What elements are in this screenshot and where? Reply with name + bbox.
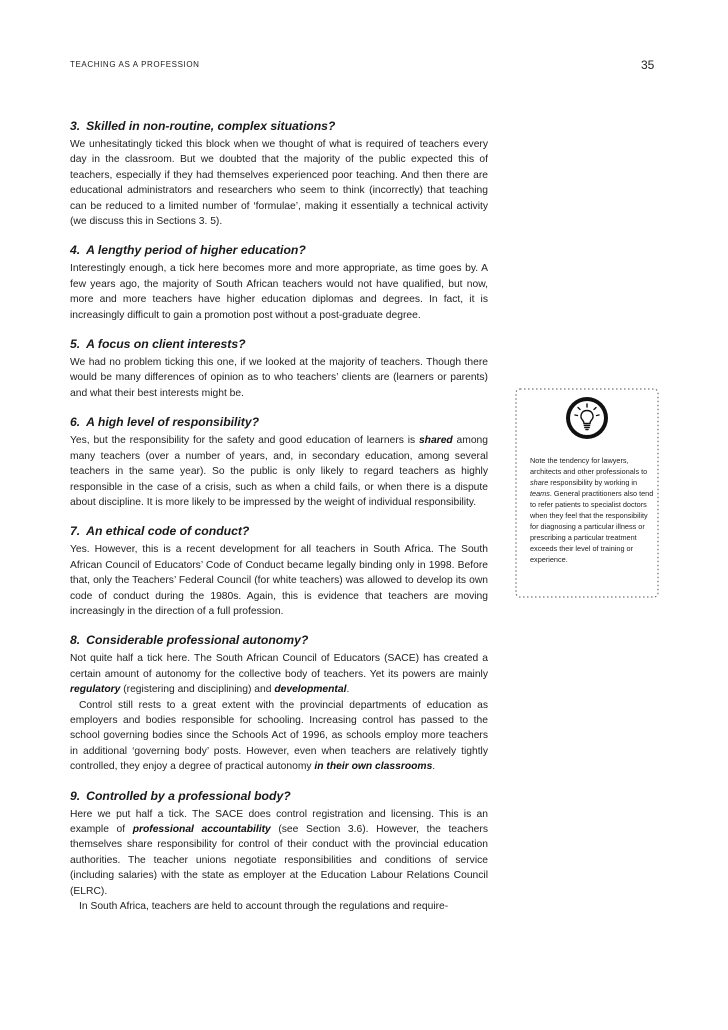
- page-number: 35: [641, 58, 655, 72]
- margin-note: [515, 388, 659, 598]
- main-column: [70, 118, 488, 927]
- section-heading: 5. A focus on client interests?: [70, 337, 246, 352]
- section-paragraph: Here we put half a tick. The SACE does control registration and licensing. This is an example of professional accountability (see Section 3.6). However, the teachers themselves share responsibility for control of their conduct with the provincial education authorities. The teacher unions negotiate responsibilities and conditions of service (including salaries) with the state as employer at the Education Labour Relations Council (ELRC).: [70, 808, 488, 897]
- section-heading: 6. A high level of responsibility?: [70, 415, 260, 430]
- section-paragraph: Not quite half a tick here. The South African Council of Educators (SACE) has created a certain amount of autonomy for the collective body of teachers. Yet its powers are mainly regulatory (registering and disciplining) and developmental.: [70, 653, 488, 696]
- section-4: [70, 242, 488, 323]
- section-paragraph: Yes, but the responsibility for the safety and good education of learners is shared among many teachers (over a number of years, and, in secondary education, among several teachers in the same year). So the public is only likely to regard teachers as highly responsible in the case of a crisis, such as when a child fails, or when there is a dispute about discipline. It is more likely to be impressed by the weight of individual responsibility.: [70, 435, 488, 508]
- margin-note-text: Note the tendency for lawyers, architects and other professionals to share responsibility by working in teams. General practitioners also tend to refer patients to specialist doctors when they feel that the responsibility for diagnosing a particular illness or prescribing a particular treatment exceeds their level of training or experience.: [530, 456, 654, 564]
- section-paragraph: Interestingly enough, a tick here becomes more and more appropriate, as time goes by. A few years ago, the majority of South African teachers would not have qualified, but now, more and more teachers have higher education diplomas and degrees. In fact, it is increasingly difficult to gain a promotion post without a post-graduate degree.: [70, 263, 488, 321]
- section-paragraph: We unhesitatingly ticked this block when we thought of what is required of teachers every day in the classroom. But we doubted that the majority of the public expected this of teachers, especially if they had themselves experienced poor teaching. And then there are educational administrators and researchers who seem to think (incorrectly) that teaching can be reduced to a limited number of ‘formulae’, making it essentially a technical activity (we discuss this in Sections 3. 5).: [70, 139, 488, 228]
- section-5: [70, 336, 488, 401]
- section-6: [70, 414, 488, 510]
- section-heading: 8. Considerable professional autonomy?: [70, 633, 309, 648]
- section-heading: 7. An ethical code of conduct?: [70, 524, 250, 539]
- section-paragraph: Control still rests to a great extent with the provincial departments of education as employers and bodies responsible for schooling. Increasing control has passed to the school governing bodies since the Schools Act of 1996, as schools employ more teachers in additional ‘governing body’ posts. However, even when teachers are relatively tightly controlled, they enjoy a degree of practical autonomy in their own classrooms.: [70, 699, 488, 773]
- section-paragraph: Yes. However, this is a recent development for all teachers in South Africa. The South African Council of Educators’ Code of Conduct became legally binding only in 1998. Before that, only the Teachers’ Federal Council (for white teachers) was allowed to develop its own code of conduct during the 1980s. Again, this is evidence that teachers are moving increasingly in the direction of a full profession.: [70, 544, 488, 617]
- section-heading: 4. A lengthy period of higher education?: [70, 243, 306, 258]
- section-paragraph: In South Africa, teachers are held to account through the regulations and require-: [79, 901, 449, 913]
- section-3: [70, 118, 488, 229]
- section-heading: 3. Skilled in non-routine, complex situations?: [70, 119, 336, 133]
- section-7: [70, 523, 488, 619]
- section-9: [70, 788, 488, 915]
- section-8: [70, 632, 488, 774]
- section-paragraph: We had no problem ticking this one, if we looked at the majority of teachers. Though there would be many differences of opinion as to who teachers’ clients are (learners or parents) and what their best interests might be.: [70, 357, 488, 399]
- section-heading: 9. Controlled by a professional body?: [70, 788, 291, 803]
- running-head: TEACHING AS A PROFESSION: [70, 60, 200, 69]
- lightbulb-icon: [565, 396, 609, 440]
